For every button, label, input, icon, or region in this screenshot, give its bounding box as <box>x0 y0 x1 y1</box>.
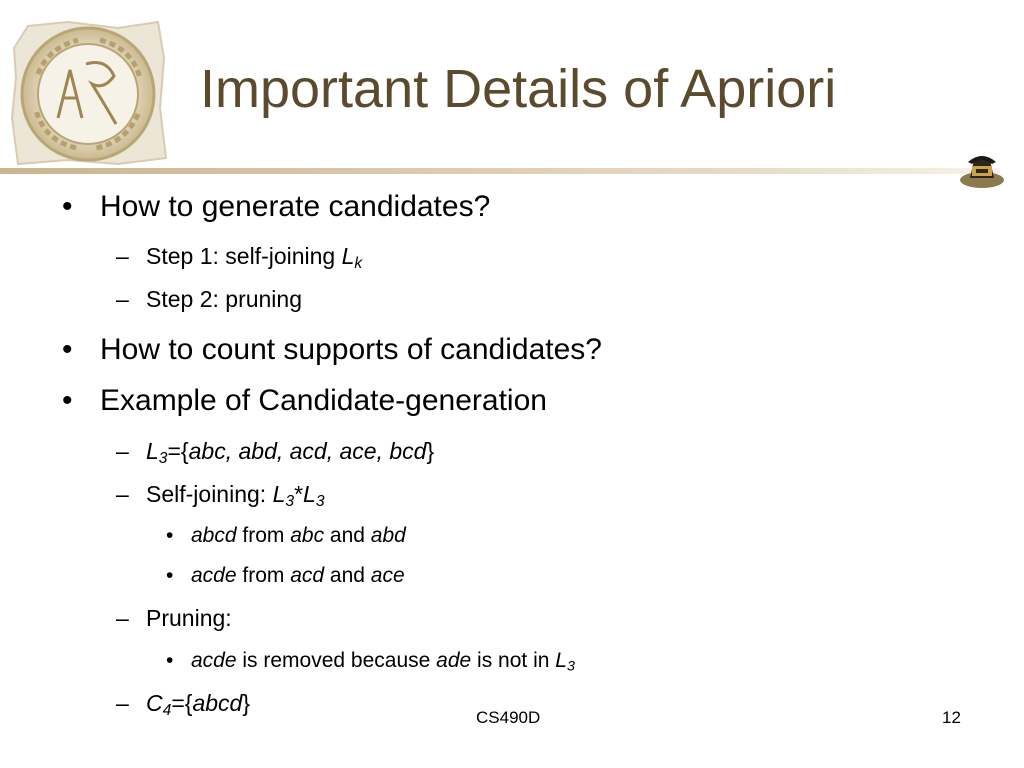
sub-item-text: Self-joining: $L_3*L_3$ <box>146 481 325 510</box>
dash-marker: – <box>116 438 129 464</box>
dash-marker: – <box>116 690 129 716</box>
slide-title: Important Details of Apriori <box>200 59 837 119</box>
sub-item-text: Step 1: self-joining $L_k$ <box>146 243 363 272</box>
title-divider <box>0 166 1000 178</box>
bullet-marker: • <box>62 333 73 366</box>
sub-sub-item-text: abcd from abc and abd <box>191 524 406 547</box>
dash-marker: – <box>116 286 129 312</box>
bullet-marker: • <box>166 524 174 547</box>
sub-item-text: $L_3=\{abc$, abd, acd, ace, bcd} <box>146 438 435 467</box>
bullet-marker: • <box>62 384 73 417</box>
sub-item-text: Step 2: pruning <box>146 286 303 312</box>
dash-marker: – <box>116 243 129 269</box>
bullet-marker: • <box>166 649 174 672</box>
purdue-pete-icon <box>958 146 1006 190</box>
bullet-marker: • <box>62 190 73 223</box>
sub-sub-item-text: acde from acd and ace <box>191 564 405 587</box>
footer-course: CS490D <box>476 708 541 727</box>
bullet-text: How to generate candidates? <box>100 190 491 223</box>
sub-item-text: Pruning: <box>146 605 232 631</box>
dash-marker: – <box>116 605 129 631</box>
sub-sub-item-text: acde is removed because ade is not in $L_3$ <box>191 649 575 675</box>
bullet-marker: • <box>166 564 174 587</box>
page-number: 12 <box>942 708 961 727</box>
bullet-text: Example of Candidate-generation <box>100 384 547 417</box>
bullet-text: How to count supports of candidates? <box>100 333 602 366</box>
university-seal-icon <box>8 18 168 168</box>
sub-item-text: $C_4=\{abcd\}$ <box>146 690 251 719</box>
dash-marker: – <box>116 481 129 507</box>
